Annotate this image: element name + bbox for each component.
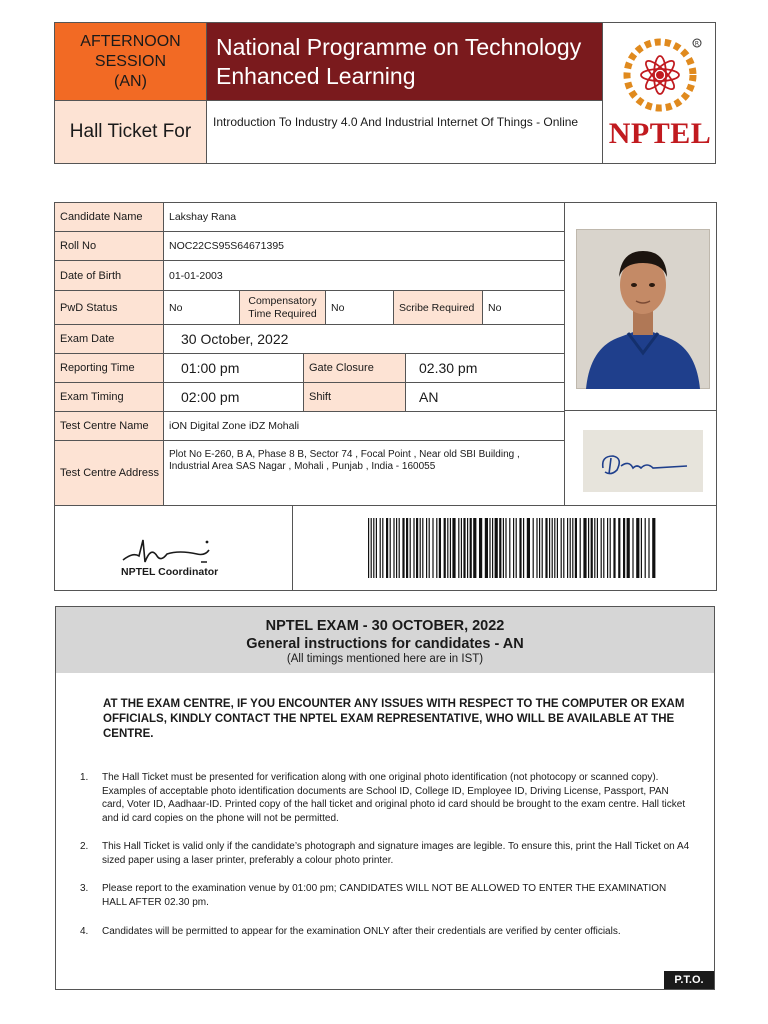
barcode-bar	[444, 518, 446, 578]
barcode-bar	[450, 518, 451, 578]
barcode-bar	[432, 518, 433, 578]
exam-date-value: 30 October, 2022	[163, 324, 565, 354]
session-line-3: (AN)	[114, 72, 147, 90]
candidate-signature	[583, 430, 703, 492]
dob-label: Date of Birth	[54, 260, 164, 291]
instructions-header	[56, 607, 714, 673]
barcode-bar	[570, 518, 571, 578]
barcode-bar	[399, 518, 400, 578]
hall-ticket-label: Hall Ticket For	[54, 100, 207, 164]
barcode-bar	[561, 518, 562, 578]
barcode-bar	[373, 518, 374, 578]
barcode-bar	[376, 518, 377, 578]
roll-no-label: Roll No	[54, 231, 164, 261]
reporting-time-label: Reporting Time	[54, 353, 164, 383]
scribe-required-label: Scribe Required	[393, 290, 483, 325]
candidate-photo	[576, 229, 710, 389]
barcode-bar	[422, 518, 423, 578]
instruction-text: This Hall Ticket is valid only if the candidate’s photograph and signature images are legible. To ensure this, print the Hall Ticket on A4 sized paper using a laser printer, preferably a colour photo printer.	[102, 841, 690, 866]
barcode-bar	[463, 518, 465, 578]
barcode-bar	[523, 518, 524, 578]
session-line-1: AFTERNOON	[80, 32, 181, 50]
barcode-bar	[567, 518, 568, 578]
barcode-bar	[613, 518, 615, 578]
barcode-box	[292, 505, 717, 591]
barcode-bar	[447, 518, 448, 578]
barcode-bar	[580, 518, 581, 578]
barcode-bar	[572, 518, 573, 578]
title-line-2: Enhanced Learning	[216, 63, 416, 89]
barcode-bar	[413, 518, 414, 578]
instruction-item	[80, 882, 692, 909]
nptel-emblem-icon	[603, 23, 717, 119]
candidate-name-value: Lakshay Rana	[163, 202, 565, 232]
barcode-bar	[601, 518, 602, 578]
session-line-2: SESSION	[94, 52, 167, 70]
svg-text:R: R	[694, 40, 700, 48]
barcode-bar	[594, 518, 595, 578]
barcode-bar	[470, 518, 472, 578]
barcode-bar	[542, 518, 543, 578]
pwd-status-label: PwD Status	[54, 290, 164, 325]
test-centre-name-label: Test Centre Name	[54, 411, 164, 441]
instruction-item	[80, 925, 692, 939]
barcode-bar	[436, 518, 437, 578]
barcode-bar	[489, 518, 490, 578]
exam-timing-label: Exam Timing	[54, 382, 164, 412]
barcode-icon	[368, 518, 658, 578]
gate-closure-value: 02.30 pm	[405, 353, 565, 383]
barcode-bar	[410, 518, 411, 578]
barcode-bar	[623, 518, 625, 578]
instructions-subtitle: General instructions for candidates - AN	[246, 636, 524, 652]
barcode-bar	[382, 518, 383, 578]
barcode-bar	[505, 518, 506, 578]
barcode-bar	[552, 518, 553, 578]
barcode-bar	[495, 518, 498, 578]
barcode-bar	[519, 518, 521, 578]
course-name: Introduction To Industry 4.0 And Industrial Internet Of Things - Online	[206, 100, 603, 164]
shift-value: AN	[405, 382, 565, 412]
instruction-item	[80, 840, 692, 867]
barcode-bar	[452, 518, 455, 578]
barcode-bar	[499, 518, 501, 578]
scribe-required-value: No	[482, 290, 565, 325]
nptel-logo	[602, 22, 716, 164]
barcode-bar	[618, 518, 620, 578]
barcode-bar	[536, 518, 537, 578]
barcode-bar	[554, 518, 555, 578]
instruction-text: Please report to the examination venue by 01:00 pm; CANDIDATES WILL NOT BE ALLOWED TO ENTER THE EXAMINATION HALL AFTER 02.30 pm.	[102, 883, 667, 908]
pto-badge: P.T.O.	[664, 971, 714, 989]
test-centre-name-value: iON Digital Zone iDZ Mohali	[163, 411, 565, 441]
barcode-bar	[607, 518, 608, 578]
instructions-title: NPTEL EXAM - 30 OCTOBER, 2022	[265, 618, 505, 634]
barcode-bar	[390, 518, 391, 578]
nptel-logo-text: NPTEL	[608, 117, 712, 150]
coordinator-label: NPTEL Coordinator	[121, 566, 219, 578]
barcode-bar	[632, 518, 633, 578]
instruction-number: 1.	[80, 772, 89, 783]
barcode-bar	[492, 518, 493, 578]
barcode-bar	[588, 518, 589, 578]
roll-no-value: NOC22CS95S64671395	[163, 231, 565, 261]
reporting-time-value: 01:00 pm	[163, 353, 304, 383]
barcode-bar	[563, 518, 564, 578]
barcode-bar	[513, 518, 514, 578]
compensatory-line-1: Compensatory	[248, 294, 317, 307]
instruction-text: Candidates will be permitted to appear for the examination ONLY after their credentials are verified by center officials.	[102, 926, 621, 937]
pwd-status-value: No	[163, 290, 240, 325]
barcode-bar	[652, 518, 655, 578]
coordinator-box	[54, 505, 293, 591]
barcode-bar	[533, 518, 534, 578]
instructions-timezone-note: (All timings mentioned here are in IST)	[286, 653, 484, 665]
barcode-bar	[636, 518, 639, 578]
barcode-bar	[503, 518, 504, 578]
barcode-bar	[371, 518, 372, 578]
instruction-number: 4.	[80, 926, 89, 937]
exam-date-label: Exam Date	[54, 324, 164, 354]
coordinator-signature	[117, 532, 217, 568]
gate-closure-label: Gate Closure	[303, 353, 406, 383]
barcode-bar	[429, 518, 430, 578]
barcode-bar	[641, 518, 642, 578]
title-line-1: National Programme on Technology	[216, 34, 582, 60]
barcode-bar	[603, 518, 604, 578]
instructions-panel	[55, 606, 715, 990]
barcode-bar	[461, 518, 462, 578]
barcode-bar	[627, 518, 630, 578]
compensatory-time-value: No	[325, 290, 394, 325]
barcode-bar	[380, 518, 381, 578]
barcode-bar	[485, 518, 488, 578]
barcode-bar	[416, 518, 418, 578]
barcode-bar	[610, 518, 611, 578]
barcode-bar	[591, 518, 593, 578]
address-line-1: Plot No E-260, B A, Phase 8 B, Sector 74 , Focal Point , Near old SBI Building ,	[169, 449, 520, 460]
barcode-bar	[648, 518, 649, 578]
barcode-bar	[406, 518, 408, 578]
barcode-bar	[597, 518, 598, 578]
barcode-bar	[527, 518, 530, 578]
barcode-bar	[545, 518, 547, 578]
barcode-bar	[575, 518, 577, 578]
barcode-bar	[479, 518, 482, 578]
barcode-bar	[420, 518, 421, 578]
instruction-number: 2.	[80, 841, 89, 852]
barcode-bar	[549, 518, 550, 578]
barcode-bar	[539, 518, 540, 578]
compensatory-line-2: Time Required	[248, 307, 317, 320]
instruction-text: The Hall Ticket must be presented for verification along with one original photo identification (not photocopy or scanned copy). Examples of acceptable photo identification documents are School ID, College ID, Employee ID, Driving License, Passport, PAN card, Voter ID, Aadhaar-ID. Printed copy of the hall ticket and original photo id card should be brought to the exam centre. Hall ticket and id card copies on the phone will not be permitted.	[102, 772, 686, 824]
programme-title	[206, 22, 603, 101]
instruction-number: 3.	[80, 883, 89, 894]
barcode-bar	[393, 518, 394, 578]
barcode-bar	[458, 518, 459, 578]
address-line-2: Industrial Area SAS Nagar , Mohali , Punjab , India - 160055	[169, 461, 436, 472]
barcode-bar	[402, 518, 404, 578]
barcode-bar	[426, 518, 427, 578]
barcode-bar	[473, 518, 476, 578]
barcode-bar	[396, 518, 397, 578]
barcode-bar	[583, 518, 586, 578]
barcode-bar	[509, 518, 510, 578]
test-centre-address-value	[163, 440, 565, 506]
barcode-bar	[368, 518, 369, 578]
barcode-bar	[516, 518, 517, 578]
barcode-bar	[467, 518, 468, 578]
photo-box	[564, 202, 717, 411]
barcode-bar	[645, 518, 646, 578]
dob-value: 01-01-2003	[163, 260, 565, 291]
test-centre-address-label: Test Centre Address	[54, 440, 164, 506]
exam-timing-value: 02:00 pm	[163, 382, 304, 412]
instructions-warning: AT THE EXAM CENTRE, IF YOU ENCOUNTER ANY ISSUES WITH RESPECT TO THE COMPUTER OR EXAM OFFICIALS, KINDLY CONTACT THE NPTEL EXAM REPRESENTATIVE, WHO WILL BE AVAILABLE AT THE CENTRE.	[103, 698, 685, 740]
candidate-name-label: Candidate Name	[54, 202, 164, 232]
session-badge	[54, 22, 207, 101]
signature-box	[564, 410, 717, 506]
instruction-item	[80, 771, 692, 825]
barcode-bar	[439, 518, 441, 578]
compensatory-time-label	[239, 290, 326, 325]
barcode-bar	[557, 518, 558, 578]
shift-label: Shift	[303, 382, 406, 412]
barcode-bar	[386, 518, 388, 578]
